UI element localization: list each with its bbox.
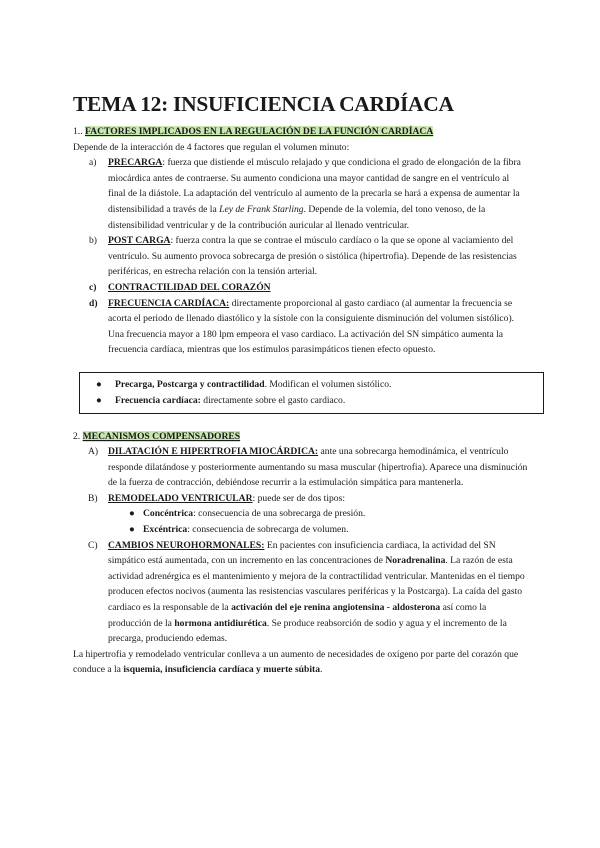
closing-bold: isquemia, insuficiencia cardíaca y muerte súbita xyxy=(123,664,321,676)
list-item-neurohormonales xyxy=(73,538,529,647)
summary-row-1-text: . Modifican el volumen sistólico. xyxy=(264,378,392,390)
term-excentrica: Excéntrica xyxy=(143,524,188,536)
summary-row-gasto xyxy=(96,393,535,409)
page-title: TEMA 12: INSUFICIENCIA CARDÍACA xyxy=(73,92,454,116)
sub-item-excentrica xyxy=(73,522,529,538)
postcarga-text: : fuerza contra la que se contrae el músculo cardíaco o la que se opone al vaciamiento del ventrículo. Su aumento provoca sobrecarga de presión o sistólica (hipertrofia). Depende de las resistencias periféricas, en estrecha relación con la tensión arterial. xyxy=(108,235,517,278)
list-marker: d) xyxy=(89,297,98,309)
list-marker: c) xyxy=(89,281,97,293)
section-1-title: FACTORES IMPLICADOS EN LA REGULACIÓN DE LA FUNCIÓN CARDÍACA xyxy=(85,126,434,137)
list-marker: b) xyxy=(89,235,97,247)
dilatacion-text: ante una sobrecarga hemodinámica, el ventrículo responde dilatándose y posteriormente aumentando su masa muscular (hipertrofia). Aparece una disminución de la fuerza de contracción, debiéndose recurrir a la estimulación simpática para mantenerla. xyxy=(108,446,528,489)
list-marker: C) xyxy=(88,539,98,551)
closing-paragraph xyxy=(73,647,529,678)
precarga-text-1: : fuerza que distiende el músculo relajado y que condiciona el grado de elongación de la fibra miocárdica antes de contraerse. Su aumento condiciona una mayor cantidad de sangre en el ventrículo al final de la diástole. La adaptación del ventrículo al aumento de la precarla se hará a expensa de aumentar la distensibilidad a través de la xyxy=(108,157,521,215)
closing-text-1: La hipertrofia y remodelado ventricular conlleva a un aumento de necesidades de oxígeno por parte del corazón que conduce a la xyxy=(73,648,519,676)
neuro-text-3: así como la producción de la xyxy=(108,602,487,629)
bullet-icon: ● xyxy=(96,394,102,406)
term-eje-renina: activación del eje renina angiotensina - aldosterona xyxy=(231,602,441,614)
summary-box xyxy=(79,372,544,414)
document-body xyxy=(73,124,529,678)
term-frecuencia: FRECUENCIA CARDÍACA: xyxy=(108,297,230,309)
section-2-title: MECANISMOS COMPENSADORES xyxy=(82,430,241,442)
bullet-icon: ● xyxy=(96,378,102,390)
term-noradrenalina: Noradrenalina xyxy=(385,555,446,567)
remodelado-text: : puede ser de dos tipos: xyxy=(252,492,346,504)
bullet-icon: ● xyxy=(129,524,135,536)
term-concentrica: Concéntrica xyxy=(143,508,194,520)
term-contractilidad: CONTRACTILIDAD DEL CORAZÓN xyxy=(108,281,271,293)
closing-text-2: . xyxy=(320,664,323,676)
list-item-frecuencia xyxy=(73,296,529,358)
section-2-heading xyxy=(73,429,529,445)
list-marker: B) xyxy=(88,492,98,504)
excentrica-text: : consecuencia de sobrecarga de volumen. xyxy=(187,524,349,536)
term-neurohormonales: CAMBIOS NEUROHORMONALES: xyxy=(108,539,265,551)
section-1-heading xyxy=(73,124,529,140)
term-precarga: PRECARGA xyxy=(108,157,163,169)
list-marker: A) xyxy=(88,446,99,458)
section-2-number: 2. xyxy=(73,430,81,442)
neuro-text-1: En pacientes con insuficiencia cardiaca, la actividad del SN simpático está aumentada, con un incremento en las concentraciones de xyxy=(108,539,496,567)
concentrica-text: : consecuencia de una sobrecarga de presión. xyxy=(193,508,366,520)
neuro-text-2: . La razón de esta actividad adrenérgica es el mantenimiento y mejora de la contractilidad ventricular. Mantenidas en el tiempo producen efectos nocivos (aumenta las resistencias vasculares periféricas y la Postcarga). La caída del gasto cardiaco es la responsable de la xyxy=(108,555,525,614)
summary-row-2-bold: Frecuencia cardíaca: xyxy=(115,394,201,406)
list-item-remodelado xyxy=(73,491,529,507)
list-item-precarga xyxy=(73,155,529,233)
term-dilatacion: DILATACIÓN E HIPERTROFIA MIOCÁRDICA: xyxy=(108,446,319,458)
ley-frank-starling: Ley de Frank Starling xyxy=(219,203,304,215)
precarga-text-2: . Depende de la volemia, del tono venoso, de la distensibilidad ventricular y de la contribución auricular al llenado ventricular. xyxy=(108,203,486,231)
term-hormona-antidiuretica: hormona antidiurética xyxy=(174,617,267,629)
term-postcarga: POST CARGA xyxy=(108,235,171,247)
neuro-text-4: . Se produce reabsorción de sodio y agua y el incremento de la precarga, produciendo edemas. xyxy=(108,617,507,645)
section-1-intro: Depende de la interacción de 4 factores que regulan el volumen minuto: xyxy=(73,141,350,153)
summary-row-2-text: directamente sobre el gasto cardiaco. xyxy=(200,394,346,406)
bullet-icon: ● xyxy=(129,508,135,520)
summary-row-1-bold: Precarga, Postcarga y contractilidad xyxy=(115,378,265,390)
section-1-number: 1.. xyxy=(73,126,83,137)
list-item-postcarga xyxy=(73,233,529,280)
list-item-contractilidad xyxy=(73,280,529,296)
list-item-dilatacion xyxy=(73,444,529,491)
sub-item-concentrica xyxy=(73,506,529,522)
term-remodelado: REMODELADO VENTRICULAR xyxy=(108,492,253,504)
list-marker: a) xyxy=(89,157,97,169)
frecuencia-text: directamente proporcional al gasto cardiaco (al aumentar la frecuencia se acorta el periodo de llenado diastólico y la sístole con la consiguiente disminución del volumen sistólico). Una frecuencia mayor a 180 lpm empeora el vaso cardiaco. La activación del SN simpático aumenta la frecuencia cardíaca, mientras que los estímulos parasimpáticos tienen efecto opuesto. xyxy=(108,297,515,356)
summary-row-volumen xyxy=(96,377,535,393)
